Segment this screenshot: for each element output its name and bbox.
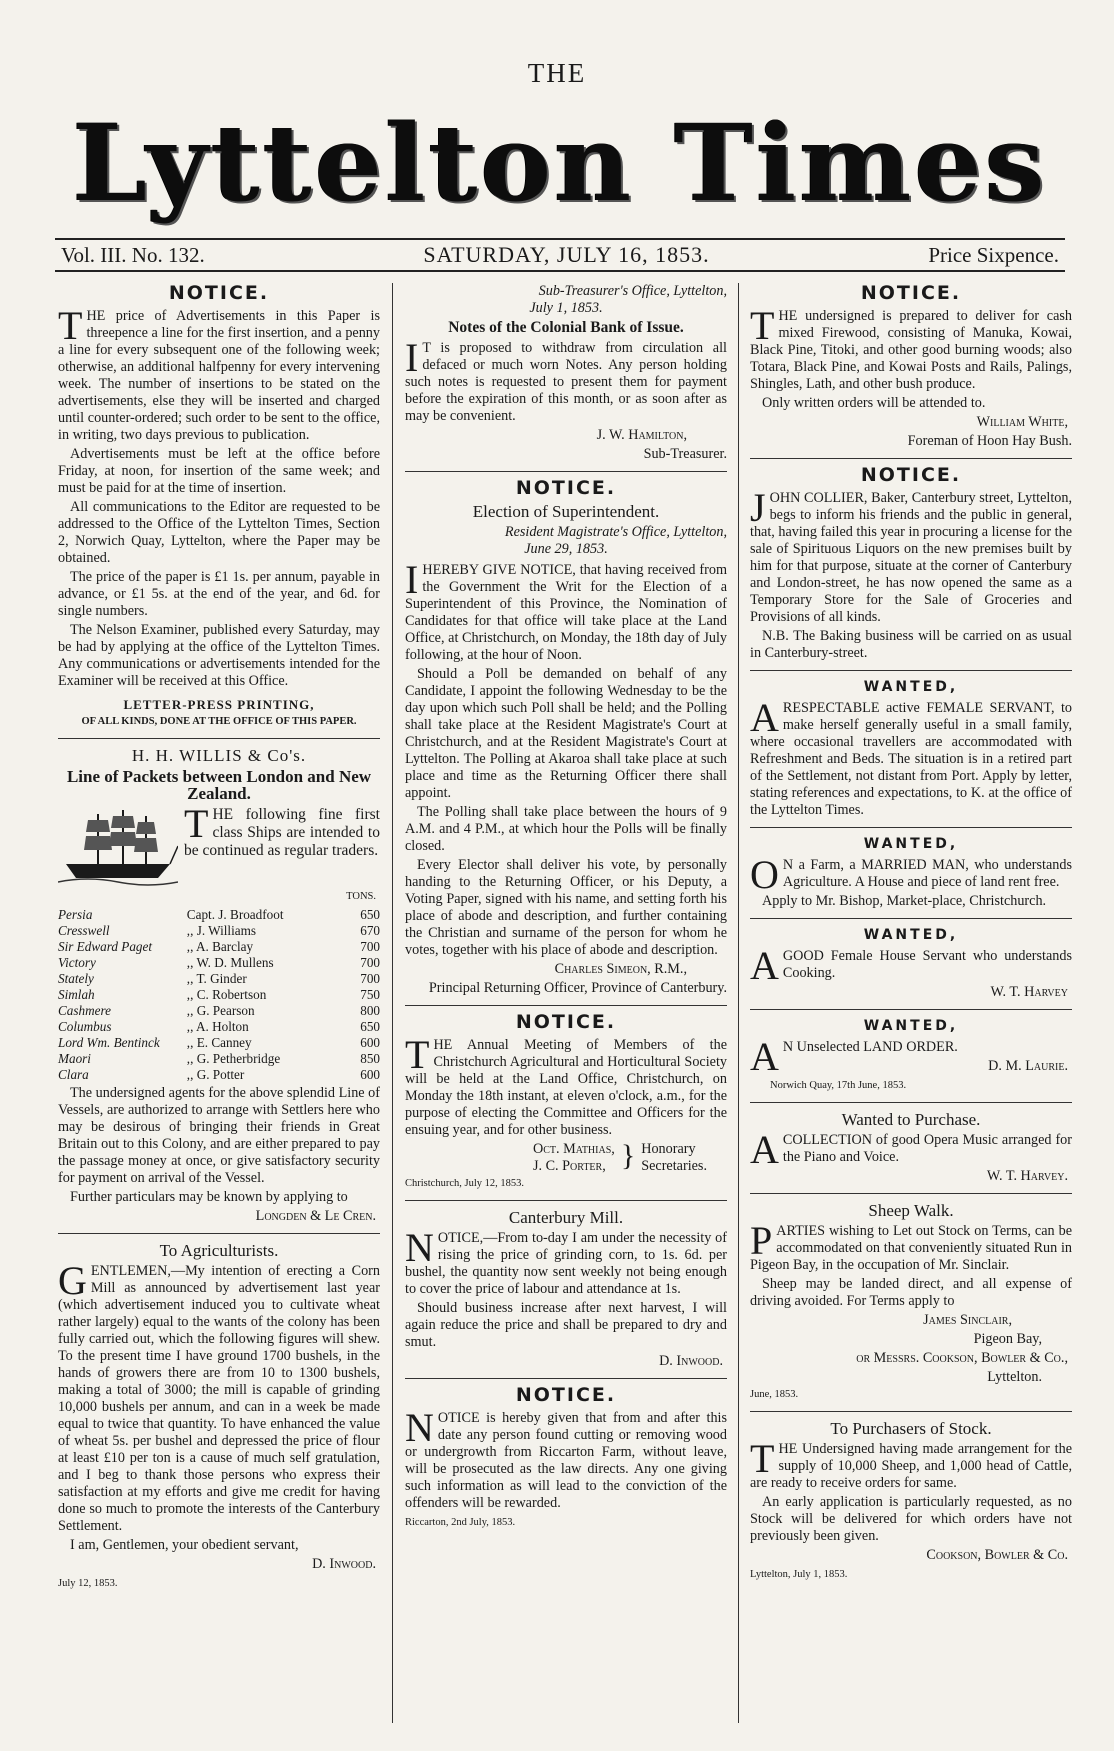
firewood-signature-role: Foreman of Hoon Hay Bush. <box>907 433 1072 449</box>
drop-cap: A <box>750 1034 779 1079</box>
ship-name: Simlah <box>58 987 95 1002</box>
ship-tons: 600 <box>360 1035 380 1050</box>
election-title: Election of Superintendent. <box>472 502 660 521</box>
riccarton-heading: NOTICE. <box>515 1384 617 1406</box>
ship-row <box>58 971 380 987</box>
bank-office: Sub-Treasurer's Office, Lyttelton, <box>538 283 727 299</box>
drop-cap: T <box>750 303 775 348</box>
ship-tons: 600 <box>360 1067 380 1082</box>
volume-number: Vol. III. No. 132. <box>61 242 205 267</box>
wanted-date: Norwich Quay, 17th June, 1853. <box>770 1080 907 1091</box>
price: Price Sixpence. <box>928 242 1059 267</box>
society-date: Christchurch, July 12, 1853. <box>405 1178 524 1189</box>
ship-row <box>58 987 380 1003</box>
ship-row <box>58 1019 380 1035</box>
divider <box>750 918 1072 919</box>
ship-row <box>58 907 380 923</box>
ship-tons: 700 <box>360 971 380 986</box>
ship-name: Cashmere <box>58 1003 111 1018</box>
divider <box>405 1005 727 1006</box>
ship-captain: ,, A. Holton <box>186 1019 249 1034</box>
masthead-the: THE <box>527 58 587 88</box>
drop-cap: T <box>405 1032 430 1077</box>
purchase-signature: W. T. Harvey. <box>986 1168 1068 1184</box>
bank-signature-role: Sub-Treasurer. <box>643 446 727 462</box>
stock-signature: Cookson, Bowler & Co. <box>926 1547 1068 1563</box>
bank-paragraph: I T is proposed to withdraw from circulation all defaced or much worn Notes. Any person holding such notes is requested to present them for payment before the expiration of this month, or as soon after as may be convenient. <box>405 335 727 424</box>
sheep-signature: or Messrs. Cookson, Bowler & Co., <box>856 1350 1068 1366</box>
election-date: June 29, 1853. <box>524 541 608 557</box>
notice-paragraph: The price of the paper is £1 1s. per annum, payable in advance, or £1 5s. at the end of the year, and 6d. for single numbers. <box>58 569 380 619</box>
wanted-paragraph: O N a Farm, a MARRIED MAN, who understands Agriculture. A House and piece of land rent free. <box>750 852 1072 897</box>
ship-name: Cresswell <box>58 923 110 938</box>
mill-signature: D. Inwood. <box>659 1353 723 1369</box>
wanted-signature: W. T. Harvey <box>990 984 1068 1000</box>
wanted-heading: WANTED, <box>863 927 959 943</box>
ship-captain: ,, E. Canney <box>186 1035 252 1050</box>
column-rule <box>738 283 739 1723</box>
drop-cap: T <box>58 303 83 348</box>
collier-paragraph: N.B. The Baking business will be carried on as usual in Canterbury-street. <box>750 628 1072 661</box>
firewood-heading: NOTICE. <box>860 282 962 304</box>
society-signatures <box>405 1141 707 1175</box>
divider <box>750 1102 1072 1103</box>
ship-captain: ,, G. Potter <box>186 1067 245 1082</box>
ship-name: Columbus <box>58 1019 112 1034</box>
notice-heading: NOTICE. <box>168 282 270 304</box>
ship-row <box>58 1067 380 1083</box>
ship-tons: 750 <box>360 987 380 1002</box>
election-paragraph: The Polling shall take place between the hours of 9 A.M. and 4 P.M., at which hour the Polls will be finally closed. <box>405 804 727 854</box>
election-signature-role: Principal Returning Officer, Province of Canterbury. <box>428 980 727 996</box>
wanted-paragraph: ARESPECTABLE active FEMALE SERVANT, to make herself generally useful in a small family, where occasional travellers are accommodated with Refreshment and Beds. The situation is in a retired part of the Settlement, not distant from Port. Apply by letter, stating references and expectations, to K. at the office of the Lyttelton Times. <box>750 695 1072 818</box>
column-1 <box>58 283 380 1733</box>
wanted-heading: WANTED, <box>863 1018 959 1034</box>
ship-captain: ,, A. Barclay <box>186 939 254 954</box>
election-heading: NOTICE. <box>515 477 617 499</box>
letterpress-subtitle: OF ALL KINDS, DONE AT THE OFFICE OF THIS PAPER. <box>81 716 357 727</box>
masthead-title: Lyttelton Times <box>72 100 1048 225</box>
drop-cap: I <box>405 557 419 602</box>
ship-captain: ,, J. Williams <box>186 923 256 938</box>
drop-cap: A <box>750 943 779 988</box>
willis-signature: Longden & Le Cren. <box>255 1208 376 1224</box>
wanted-heading: WANTED, <box>863 679 959 695</box>
ship-row <box>58 1051 380 1067</box>
issue-date: SATURDAY, JULY 16, 1853. <box>423 242 710 267</box>
agriculturists-signature: D. Inwood. <box>312 1556 376 1572</box>
divider <box>58 1233 380 1234</box>
collier-heading: NOTICE. <box>860 464 962 486</box>
sheep-title: Sheep Walk. <box>868 1201 954 1220</box>
drop-cap: T <box>184 806 209 846</box>
notice-paragraph: The Nelson Examiner, published every Saturday, may be had by applying at the office of the Lyttelton Times. Any communications or advertisements intended for the Examiner will be received at this Office. <box>58 622 380 689</box>
divider <box>750 1193 1072 1194</box>
willis-intro: THE following fine first class Ships are intended to be continued as regular traders. <box>58 806 380 888</box>
drop-cap: J <box>750 485 766 530</box>
ship-captain: ,, C. Robertson <box>186 987 267 1002</box>
stock-title: To Purchasers of Stock. <box>830 1419 992 1438</box>
willis-paragraph: The undersigned agents for the above splendid Line of Vessels, are authorized to arrange with Settlers here who may be desirous of bringing their friends in Great Britain out to this Colony, and are either prepared to pay the passage money at once, or give satisfactory security for payment on arrival of the Vessel. <box>58 1085 380 1186</box>
stock-paragraph: THE Undersigned having made arrangement for the supply of 10,000 Sheep, and 1,000 head of Cattle, are ready to receive orders for same. <box>750 1436 1072 1491</box>
wanted-signature: D. M. Laurie. <box>988 1058 1068 1074</box>
ship-tons: 650 <box>360 1019 380 1034</box>
bank-signature: J. W. Hamilton, <box>596 427 687 443</box>
stock-date: Lyttelton, July 1, 1853. <box>750 1569 848 1580</box>
mill-paragraph: NOTICE,—From to-day I am under the necessity of rising the price of grinding corn, to 1s. 6d. per bushel, the quantity now sent weekly not being enough to cover the price of labour and attendance at 1s. <box>405 1225 727 1297</box>
bank-title: Notes of the Colonial Bank of Issue. <box>448 319 684 336</box>
ship-row <box>58 939 380 955</box>
column-2 <box>405 283 727 1733</box>
sheep-paragraph: Sheep may be landed direct, and all expense of driving avoided. For Terms apply to <box>750 1276 1072 1309</box>
society-heading: NOTICE. <box>515 1011 617 1033</box>
sheep-signature: Pigeon Bay, <box>973 1331 1042 1347</box>
election-paragraph: Every Elector shall deliver his vote, by personally handing to the Returning Officer, or his Deputy, a Voting Paper, signed with his name, and setting forth his place of abode and description, and further containing the Christian and surname of the person for whom he votes, together with his place of abode and description. <box>405 857 727 958</box>
divider <box>750 670 1072 671</box>
agriculturists-paragraph: I am, Gentlemen, your obedient servant, <box>70 1537 299 1553</box>
agriculturists-title: To Agriculturists. <box>159 1241 279 1260</box>
ship-row <box>58 923 380 939</box>
firewood-paragraph: Only written orders will be attended to. <box>762 395 986 411</box>
society-signature: Oct. Mathias, <box>532 1141 615 1157</box>
purchase-title: Wanted to Purchase. <box>841 1110 981 1129</box>
drop-cap: A <box>750 1127 779 1172</box>
collier-paragraph: JOHN COLLIER, Baker, Canterbury street, Lyttelton, begs to inform his friends and the public in general, that, having failed this year in procuring a license for the sale of Spirituous Liquors on the new premises built by him for that purpose, situate at the corner of Canterbury and London-street, he has now opened the same as a Temporary Store for the Sale of Groceries and Provisions of all kinds. <box>750 485 1072 625</box>
willis-subtitle: Line of Packets between London and New Zealand. <box>66 767 372 803</box>
drop-cap: A <box>750 695 779 740</box>
sheep-paragraph: PARTIES wishing to Let out Stock on Terms, can be accommodated on that conveniently situated Run in Pigeon Bay, in the occupation of Mr. Sinclair. <box>750 1218 1072 1273</box>
ship-captain: ,, G. Petherbridge <box>186 1051 281 1066</box>
election-signature: Charles Simeon, R.M., <box>554 961 687 977</box>
society-signature-role: Honorary <box>641 1141 696 1157</box>
sheep-signature: Lyttelton. <box>987 1369 1042 1385</box>
mill-title: Canterbury Mill. <box>508 1208 624 1227</box>
ship-tons: 700 <box>360 939 380 954</box>
ship-tons: 700 <box>360 955 380 970</box>
ship-name: Persia <box>58 907 93 922</box>
wanted-heading: WANTED, <box>863 836 959 852</box>
purchase-paragraph: ACOLLECTION of good Opera Music arranged for the Piano and Voice. <box>750 1127 1072 1172</box>
brace-glyph: } <box>620 1139 636 1172</box>
ship-row <box>58 955 380 971</box>
column-3 <box>750 283 1072 1733</box>
tons-label: TONS. <box>346 891 376 902</box>
ship-name: Victory <box>58 955 96 970</box>
agriculturists-paragraph: GENTLEMEN,—My intention of erecting a Corn Mill as announced by advertisement last year (which advertisement induced you to cultivate wheat rather largely) equal to the wants of the colony has been fully carried out, which the following figures will shew. To the present time I have ground 1700 bushels, in the hands of growers there are from 10 to 1300 bushels, making a total of 3000; the mill is capable of grinding 10,000 bushels per annum, and can in a week be made equal to twice that quantity. To have enhanced the value of wheat 5s. per bushel and depressed the price of flour at least £10 per ton is a cause of much self gratulation, and I beg to thank those persons who express their satisfaction at my efforts and give me credit for having done so much to promote the interests of the Canterbury Settlement. <box>58 1258 380 1534</box>
riccarton-date: Riccarton, 2nd July, 1853. <box>405 1517 516 1528</box>
election-office: Resident Magistrate's Office, Lyttelton, <box>504 524 727 540</box>
stock-paragraph: An early application is particularly requested, as no Stock will be delivered for which orders have not previously been given. <box>750 1494 1072 1544</box>
divider <box>58 738 380 739</box>
dateline <box>55 238 1065 272</box>
notice-paragraph: Advertisements must be left at the office before Friday, at noon, for insertion of the same week; and must be paid for at the time of insertion. <box>58 446 380 496</box>
divider <box>750 458 1072 459</box>
divider <box>750 1009 1072 1010</box>
ship-tons: 800 <box>360 1003 380 1018</box>
ship-name: Stately <box>58 971 94 986</box>
ship-captain: Capt. J. Broadfoot <box>186 907 284 922</box>
divider <box>405 1378 727 1379</box>
drop-cap: T <box>750 1436 775 1481</box>
divider <box>405 471 727 472</box>
wanted-paragraph: Apply to Mr. Bishop, Market-place, Christchurch. <box>762 893 1047 909</box>
ship-captain: ,, W. D. Mullens <box>186 955 274 970</box>
ship-name: Lord Wm. Bentinck <box>58 1035 160 1050</box>
ship-tons: 650 <box>360 907 380 922</box>
drop-cap: G <box>58 1258 87 1303</box>
notice-paragraph: All communications to the Editor are requested to be addressed to the Office of the Lyttelton Times, Section 2, Norwich Quay, Lyttelton, where the Paper may be obtained. <box>58 499 380 566</box>
divider <box>405 1200 727 1201</box>
divider <box>750 1411 1072 1412</box>
firewood-signature: William White, <box>976 414 1068 430</box>
notice-paragraph: THE price of Advertisements in this Paper is threepence a line for the first insertion, and a penny a line for every subsequent one of the following week; otherwise, an additional halfpenny for every intervening week. The number of insertions to be stated on the advertisements, else they will be inserted and charged until counter-ordered; such order to be sent to the office, in writing, two days previous to publication. <box>58 303 380 443</box>
election-paragraph: IHEREBY GIVE NOTICE, that having received from the Government the Writ for the Election of a Superintendent of this Province, the Nomination of Candidates for that office will take place at the Land Office, at Christchurch, on Monday, the 18th day of July following, at the hour of Noon. <box>405 557 727 663</box>
letterpress-title: LETTER-PRESS PRINTING, <box>123 697 315 712</box>
willis-paragraph: Further particulars may be known by applying to <box>70 1189 348 1205</box>
ship-captain: ,, T. Ginder <box>186 971 247 986</box>
ship-name: Sir Edward Paget <box>58 939 153 954</box>
drop-cap: N <box>405 1225 434 1270</box>
ship-row <box>58 1035 380 1051</box>
ships-table <box>58 907 380 1083</box>
drop-cap: O <box>750 852 779 897</box>
divider <box>750 827 1072 828</box>
society-signature: J. C. Porter, <box>532 1158 606 1174</box>
column-rule <box>392 283 393 1723</box>
wanted-paragraph: A N Unselected LAND ORDER. <box>750 1034 958 1079</box>
society-paragraph: THE Annual Meeting of Members of the Christchurch Agricultural and Horticultural Society will be held at the Land Office, Christchurch, on Monday the 18th instant, at eleven o'clock, a.m., for the purpose of electing the Committee and Officers for the ensuing year, and for other business. <box>405 1032 727 1138</box>
sheep-signature: James Sinclair, <box>923 1312 1012 1328</box>
drop-cap: P <box>750 1218 773 1263</box>
drop-cap: I <box>405 335 419 380</box>
ship-name: Clara <box>58 1067 89 1082</box>
ship-row <box>58 1003 380 1019</box>
agriculturists-date: July 12, 1853. <box>58 1578 118 1589</box>
bank-date: July 1, 1853. <box>529 300 603 316</box>
willis-title: H. H. WILLIS & Co's. <box>131 746 307 765</box>
wanted-paragraph: AGOOD Female House Servant who understands Cooking. <box>750 943 1072 988</box>
ship-icon <box>58 806 178 888</box>
riccarton-paragraph: NOTICE is hereby given that from and after this date any person found cutting or removing wood or undergrowth from Riccarton Farm, without leave, will be prosecuted as the law directs. Any one giving such information as will lead to the conviction of the offenders will be rewarded. <box>405 1405 727 1511</box>
firewood-paragraph: THE undersigned is prepared to deliver for cash mixed Firewood, consisting of Manuka, Kowai, Black Pine, Titoki, and other good burning woods; also Totara, Black Pine, and Kowai Posts and Rails, Palings, Shingles, Lath, and other bush produce. <box>750 303 1072 392</box>
society-signature-role: Secretaries. <box>641 1158 707 1174</box>
ship-name: Maori <box>58 1051 91 1066</box>
sheep-date: June, 1853. <box>750 1389 799 1400</box>
election-paragraph: Should a Poll be demanded on behalf of any Candidate, I appoint the following Wednesday to be the day upon which such Poll shall be held; and the Polling shall take place at the Resident Magistrate's Court at Christchurch, and at the Resident Magistrate's Court at Lyttelton. The Polling at Akaroa shall take place at such place and time as the Returning Officer there shall appoint. <box>405 666 727 801</box>
mill-paragraph: Should business increase after next harvest, I will again reduce the price and shall be prepared to dry and smut. <box>405 1300 727 1350</box>
ship-captain: ,, G. Pearson <box>186 1003 255 1018</box>
ship-tons: 670 <box>360 923 380 938</box>
drop-cap: N <box>405 1405 434 1450</box>
ship-tons: 850 <box>360 1051 380 1066</box>
